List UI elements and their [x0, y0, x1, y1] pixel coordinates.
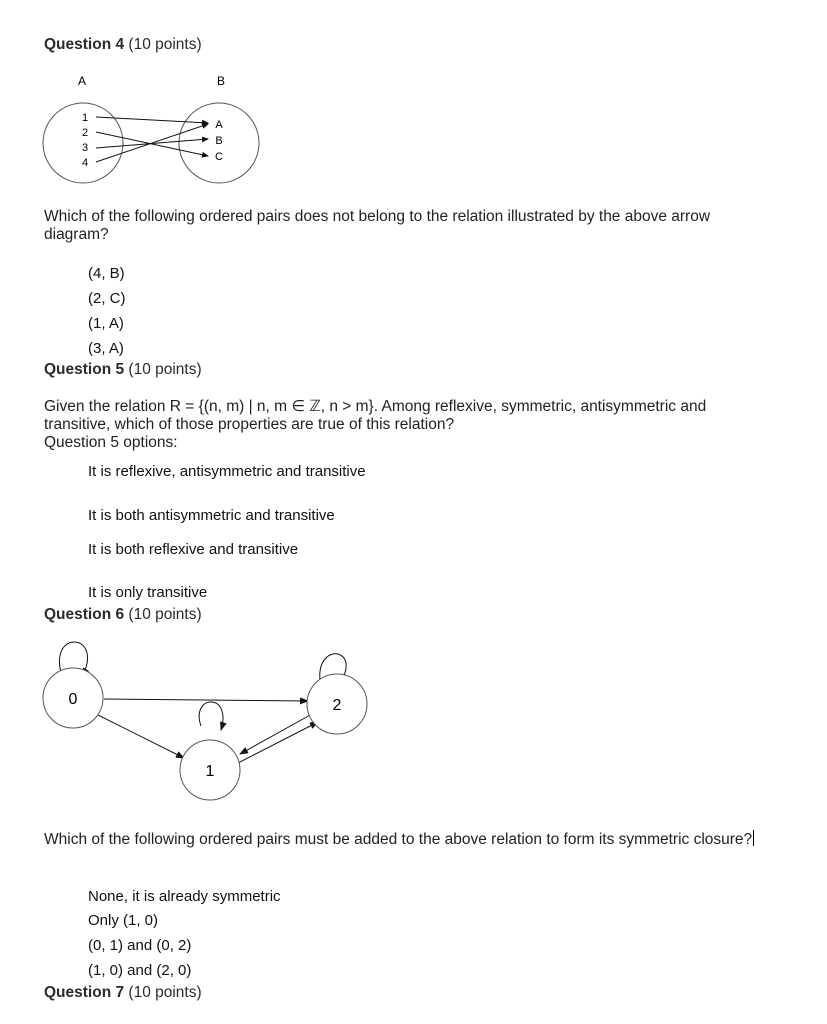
question-4-prompt: Which of the following ordered pairs does not belong to the relation illustrated by the above arrow diagram? [44, 208, 711, 243]
edge-2-to-1 [240, 714, 312, 754]
question-6-prompt-text: Which of the following ordered pairs must be added to the above relation to form its symmetric closure? [44, 831, 753, 848]
question-6-option-1[interactable]: None, it is already symmetric [88, 888, 281, 905]
node-2-label: 2 [332, 697, 342, 714]
question-7-heading [44, 984, 202, 1002]
set-b-item-c: C [215, 151, 223, 163]
question-6-title: Question 6 [44, 606, 125, 623]
edge-0-to-2 [104, 699, 308, 701]
edge-0-to-1 [96, 714, 184, 758]
question-5-points: (10 points) [124, 361, 202, 378]
question-6-points: (10 points) [124, 606, 202, 623]
question-5-heading [44, 361, 202, 379]
loop-node-1 [199, 702, 223, 730]
question-6-heading [44, 606, 202, 624]
set-a-label: A [77, 74, 87, 88]
question-5-option-2[interactable]: It is both antisymmetric and transitive [88, 507, 335, 524]
question-7-title: Question 7 [44, 984, 125, 1001]
question-7-points: (10 points) [124, 984, 202, 1001]
directed-graph [0, 630, 827, 810]
arrow-diagram [0, 0, 827, 200]
question-4-points: (10 points) [124, 36, 202, 53]
node-0-label: 0 [68, 691, 78, 708]
question-5-option-3[interactable]: It is both reflexive and transitive [88, 541, 299, 558]
question-4-option-1[interactable]: (4, B) [88, 265, 125, 282]
question-6-option-4[interactable]: (1, 0) and (2, 0) [88, 962, 192, 979]
set-b-item-b: B [215, 135, 223, 147]
question-6-option-3[interactable]: (0, 1) and (0, 2) [88, 937, 192, 954]
set-a-item-3: 3 [81, 142, 89, 154]
question-6-prompt [44, 830, 764, 849]
question-4-title: Question 4 [44, 36, 125, 53]
question-6-option-2[interactable]: Only (1, 0) [88, 912, 159, 929]
question-5-options-label: Question 5 options: [44, 434, 178, 451]
edge-1-to-2 [238, 722, 318, 763]
set-a-item-1: 1 [81, 112, 89, 124]
arrow-1-to-a [96, 117, 208, 123]
question-5-title: Question 5 [44, 361, 125, 378]
set-b-label: B [216, 74, 226, 88]
set-a-item-2: 2 [81, 127, 89, 139]
question-4-option-3[interactable]: (1, A) [88, 315, 124, 332]
question-4-option-4[interactable]: (3, A) [88, 340, 124, 357]
question-5-prompt: Given the relation R = {(n, m) | n, m ∈ ℤ, n > m}. Among reflexive, symmetric, antisymmetric and transitive, which of those properties are true of this relation? [44, 398, 707, 433]
question-5-option-4[interactable]: It is only transitive [88, 584, 208, 601]
question-4-option-2[interactable]: (2, C) [88, 290, 126, 307]
text-cursor [753, 830, 754, 846]
set-a-item-4: 4 [81, 157, 89, 169]
arrow-4-to-a [96, 124, 208, 162]
question-5-option-1[interactable]: It is reflexive, antisymmetric and transitive [88, 463, 366, 480]
node-1-label: 1 [205, 763, 215, 780]
set-b-item-a: A [215, 119, 223, 131]
